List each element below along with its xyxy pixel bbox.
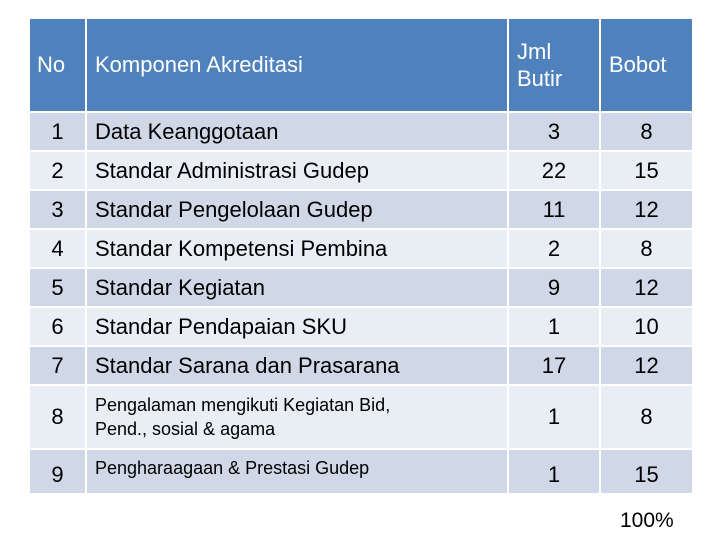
cell-no: 7 — [29, 346, 86, 385]
cell-bobot: 8 — [600, 385, 693, 449]
cell-komponen: Standar Kompetensi Pembina — [86, 229, 508, 268]
accreditation-table — [28, 17, 694, 495]
table-header-row — [29, 18, 693, 112]
cell-no: 4 — [29, 229, 86, 268]
header-jml-line2: Butir — [517, 66, 563, 91]
cell-no: 9 — [29, 449, 86, 494]
cell-jml: 17 — [508, 346, 600, 385]
cell-bobot: 15 — [600, 449, 693, 494]
cell-bobot: 8 — [600, 229, 693, 268]
cell-no: 6 — [29, 307, 86, 346]
cell-jml: 9 — [508, 268, 600, 307]
table-row — [29, 268, 693, 307]
cell-komponen: Standar Sarana dan Prasarana — [86, 346, 508, 385]
cell-bobot: 8 — [600, 112, 693, 151]
header-jml-line1: Jml — [517, 39, 552, 64]
table-row — [29, 346, 693, 385]
table-row — [29, 151, 693, 190]
cell-jml: 3 — [508, 112, 600, 151]
cell-jml: 22 — [508, 151, 600, 190]
header-komponen: Komponen Akreditasi — [86, 18, 508, 112]
cell-no: 2 — [29, 151, 86, 190]
cell-bobot: 12 — [600, 346, 693, 385]
header-jml-butir — [508, 18, 600, 112]
cell-no: 5 — [29, 268, 86, 307]
cell-jml: 2 — [508, 229, 600, 268]
cell-komponen — [86, 385, 508, 449]
cell-jml: 1 — [508, 449, 600, 494]
cell-jml: 1 — [508, 307, 600, 346]
table-row — [29, 449, 693, 494]
header-bobot: Bobot — [600, 18, 693, 112]
cell-komponen: Standar Pengelolaan Gudep — [86, 190, 508, 229]
total-bobot: 100% — [620, 509, 674, 532]
cell-bobot: 12 — [600, 190, 693, 229]
cell-komponen: Standar Kegiatan — [86, 268, 508, 307]
table-row — [29, 385, 693, 449]
cell-komponen-line1: Pengalaman mengikuti Kegiatan Bid, — [95, 395, 391, 415]
table-row — [29, 307, 693, 346]
cell-komponen: Pengharaagaan & Prestasi Gudep — [86, 449, 508, 494]
header-no: No — [29, 18, 86, 112]
table-row — [29, 112, 693, 151]
cell-komponen: Data Keanggotaan — [86, 112, 508, 151]
cell-no: 3 — [29, 190, 86, 229]
cell-bobot: 10 — [600, 307, 693, 346]
cell-no: 1 — [29, 112, 86, 151]
cell-bobot: 15 — [600, 151, 693, 190]
cell-komponen: Standar Administrasi Gudep — [86, 151, 508, 190]
table-row — [29, 229, 693, 268]
cell-no: 8 — [29, 385, 86, 449]
cell-komponen-line2: Pend., sosial & agama — [95, 419, 276, 439]
table-row — [29, 190, 693, 229]
cell-jml: 1 — [508, 385, 600, 449]
cell-jml: 11 — [508, 190, 600, 229]
cell-komponen: Standar Pendapaian SKU — [86, 307, 508, 346]
cell-bobot: 12 — [600, 268, 693, 307]
